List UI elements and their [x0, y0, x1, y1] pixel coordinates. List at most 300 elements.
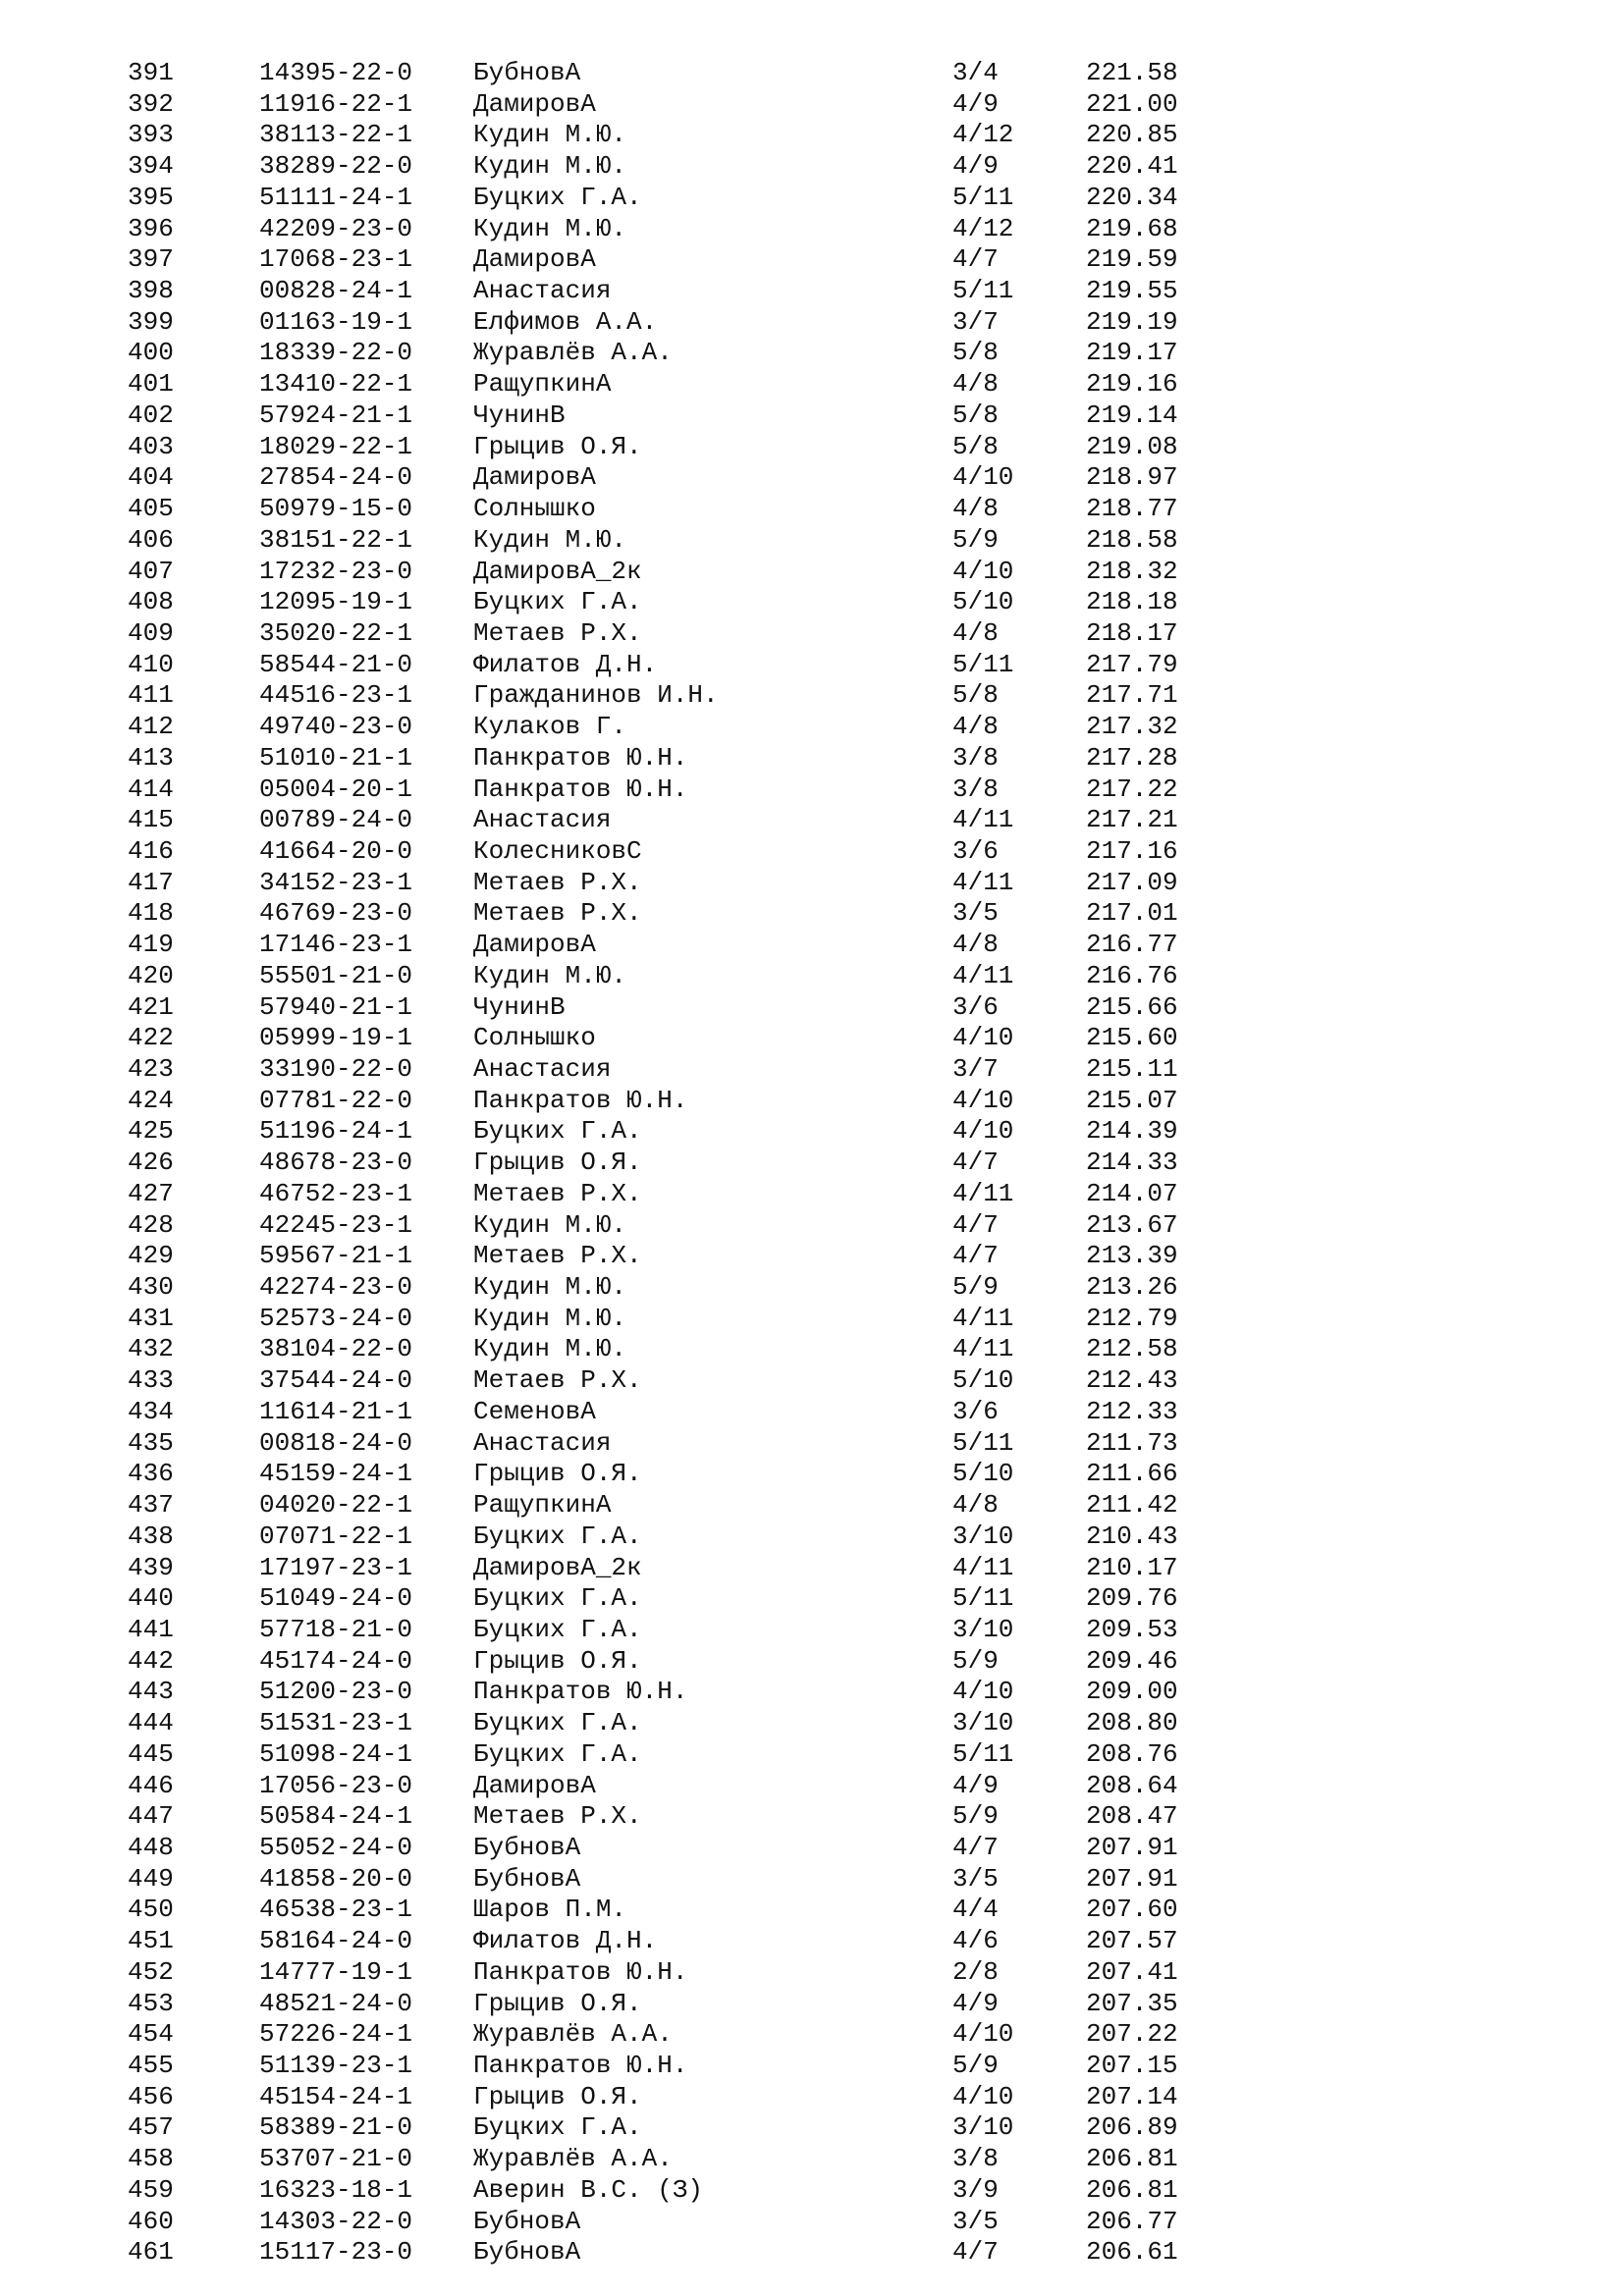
rank-cell: 449: [128, 1863, 174, 1894]
table-row: [0, 743, 1624, 774]
rank-cell: 453: [128, 1988, 174, 2018]
score-cell: 207.91: [1086, 1832, 1178, 1862]
owner-name-cell: Филатов Д.Н.: [473, 1926, 658, 1956]
score-cell: 210.17: [1086, 1552, 1178, 1582]
code-cell: 52573-24-0: [259, 1303, 413, 1333]
rank-cell: 409: [128, 617, 174, 648]
owner-name-cell: Елфимов А.А.: [473, 306, 658, 337]
table-row: [0, 587, 1624, 618]
score-cell: 219.08: [1086, 431, 1178, 461]
owner-name-cell: БубновА: [473, 2206, 581, 2236]
score-cell: 217.22: [1086, 774, 1178, 804]
table-row: [0, 1365, 1624, 1397]
code-cell: 48521-24-0: [259, 1988, 413, 2018]
rank-cell: 397: [128, 244, 174, 275]
owner-name-cell: Грыцив О.Я.: [473, 2081, 642, 2111]
code-cell: 11614-21-1: [259, 1396, 413, 1426]
owner-name-cell: Кудин М.Ю.: [473, 120, 627, 150]
score-cell: 213.67: [1086, 1209, 1178, 1240]
table-row: [0, 462, 1624, 494]
ratio-cell: 4/11: [952, 1178, 1014, 1208]
code-cell: 00828-24-1: [259, 276, 413, 306]
table-row: [0, 1086, 1624, 1117]
owner-name-cell: Анастасия: [473, 1427, 612, 1458]
ratio-cell: 4/10: [952, 1023, 1014, 1053]
table-row: [0, 494, 1624, 525]
score-cell: 217.21: [1086, 805, 1178, 835]
ratio-cell: 4/7: [952, 2237, 999, 2268]
rank-cell: 402: [128, 400, 174, 430]
ratio-cell: 4/11: [952, 1334, 1014, 1364]
code-cell: 53707-21-0: [259, 2144, 413, 2174]
rank-cell: 395: [128, 182, 174, 212]
owner-name-cell: Анастасия: [473, 1054, 612, 1084]
score-cell: 206.61: [1086, 2237, 1178, 2268]
ratio-cell: 3/7: [952, 1054, 999, 1084]
table-row: [0, 1023, 1624, 1054]
owner-name-cell: Филатов Д.Н.: [473, 649, 658, 679]
code-cell: 07071-22-1: [259, 1521, 413, 1551]
table-row: [0, 557, 1624, 588]
rank-cell: 445: [128, 1738, 174, 1769]
ratio-cell: 3/5: [952, 898, 999, 929]
ratio-cell: 4/8: [952, 617, 999, 648]
ratio-cell: 5/8: [952, 680, 999, 711]
table-row: [0, 2237, 1624, 2269]
owner-name-cell: ДамировА: [473, 88, 596, 119]
ratio-cell: 5/10: [952, 1459, 1014, 1489]
score-cell: 207.22: [1086, 2019, 1178, 2050]
owner-name-cell: Кулаков Г.: [473, 712, 627, 742]
table-row: [0, 1864, 1624, 1896]
rank-cell: 432: [128, 1334, 174, 1364]
owner-name-cell: Кудин М.Ю.: [473, 213, 627, 243]
owner-name-cell: Анастасия: [473, 805, 612, 835]
score-cell: 217.01: [1086, 898, 1178, 929]
code-cell: 01163-19-1: [259, 306, 413, 337]
ratio-cell: 4/11: [952, 960, 1014, 990]
code-cell: 15117-23-0: [259, 2237, 413, 2268]
ratio-cell: 4/10: [952, 2081, 1014, 2111]
table-row: [0, 89, 1624, 121]
table-row: [0, 1957, 1624, 1989]
ratio-cell: 5/9: [952, 1272, 999, 1303]
score-cell: 221.58: [1086, 58, 1178, 87]
ratio-cell: 3/6: [952, 991, 999, 1022]
rank-cell: 416: [128, 835, 174, 866]
code-cell: 17232-23-0: [259, 556, 413, 586]
score-cell: 214.39: [1086, 1116, 1178, 1147]
score-cell: 218.17: [1086, 617, 1178, 648]
table-row: [0, 1490, 1624, 1522]
rank-cell: 420: [128, 960, 174, 990]
score-cell: 220.85: [1086, 120, 1178, 150]
table-row: [0, 2051, 1624, 2082]
owner-name-cell: Буцких Г.А.: [473, 1708, 642, 1738]
ratio-cell: 3/7: [952, 306, 999, 337]
owner-name-cell: Кудин М.Ю.: [473, 524, 627, 555]
code-cell: 51010-21-1: [259, 742, 413, 773]
rank-cell: 405: [128, 494, 174, 524]
code-cell: 46769-23-0: [259, 898, 413, 929]
table-row: [0, 1304, 1624, 1335]
code-cell: 17068-23-1: [259, 244, 413, 275]
code-cell: 38151-22-1: [259, 524, 413, 555]
ratio-cell: 4/8: [952, 494, 999, 524]
ratio-cell: 4/9: [952, 1988, 999, 2018]
code-cell: 51200-23-0: [259, 1677, 413, 1707]
ratio-cell: 4/10: [952, 1085, 1014, 1115]
rank-cell: 428: [128, 1209, 174, 1240]
code-cell: 41664-20-0: [259, 835, 413, 866]
owner-name-cell: Грыцив О.Я.: [473, 431, 642, 461]
owner-name-cell: Буцких Г.А.: [473, 1116, 642, 1147]
score-cell: 206.77: [1086, 2206, 1178, 2236]
table-row: [0, 1179, 1624, 1210]
score-cell: 221.00: [1086, 88, 1178, 119]
table-row: [0, 2207, 1624, 2238]
results-table: [0, 58, 1624, 2269]
code-cell: 51139-23-1: [259, 2051, 413, 2080]
ratio-cell: 4/9: [952, 1770, 999, 1800]
rank-cell: 451: [128, 1926, 174, 1956]
rank-cell: 404: [128, 462, 174, 493]
rank-cell: 393: [128, 120, 174, 150]
score-cell: 209.46: [1086, 1645, 1178, 1676]
ratio-cell: 4/11: [952, 1552, 1014, 1582]
code-cell: 51196-24-1: [259, 1116, 413, 1147]
code-cell: 51049-24-0: [259, 1583, 413, 1614]
ratio-cell: 3/6: [952, 835, 999, 866]
table-row: [0, 2175, 1624, 2207]
ratio-cell: 3/10: [952, 1521, 1014, 1551]
code-cell: 11916-22-1: [259, 88, 413, 119]
rank-cell: 415: [128, 805, 174, 835]
code-cell: 48678-23-0: [259, 1148, 413, 1178]
ratio-cell: 4/7: [952, 244, 999, 275]
table-row: [0, 1116, 1624, 1148]
owner-name-cell: Метаев Р.Х.: [473, 617, 642, 648]
code-cell: 49740-23-0: [259, 712, 413, 742]
owner-name-cell: ДамировА: [473, 462, 596, 493]
table-row: [0, 338, 1624, 369]
owner-name-cell: ЧунинВ: [473, 991, 566, 1022]
ratio-cell: 4/9: [952, 151, 999, 182]
score-cell: 217.09: [1086, 867, 1178, 897]
score-cell: 214.33: [1086, 1148, 1178, 1178]
ratio-cell: 5/9: [952, 1801, 999, 1832]
code-cell: 14395-22-0: [259, 58, 413, 87]
owner-name-cell: Кудин М.Ю.: [473, 960, 627, 990]
rank-cell: 410: [128, 649, 174, 679]
table-row: [0, 650, 1624, 681]
owner-name-cell: СеменовА: [473, 1396, 596, 1426]
ratio-cell: 4/7: [952, 1832, 999, 1862]
code-cell: 42274-23-0: [259, 1272, 413, 1303]
code-cell: 38113-22-1: [259, 120, 413, 150]
score-cell: 219.59: [1086, 244, 1178, 275]
owner-name-cell: Панкратов Ю.Н.: [473, 1956, 688, 1987]
rank-cell: 441: [128, 1614, 174, 1644]
rank-cell: 418: [128, 898, 174, 929]
owner-name-cell: Метаев Р.Х.: [473, 898, 642, 929]
rank-cell: 424: [128, 1085, 174, 1115]
ratio-cell: 4/12: [952, 120, 1014, 150]
code-cell: 51111-24-1: [259, 182, 413, 212]
rank-cell: 452: [128, 1956, 174, 1987]
code-cell: 50584-24-1: [259, 1801, 413, 1832]
ratio-cell: 4/6: [952, 1926, 999, 1956]
score-cell: 207.41: [1086, 1956, 1178, 1987]
table-row: [0, 868, 1624, 899]
score-cell: 218.77: [1086, 494, 1178, 524]
code-cell: 33190-22-0: [259, 1054, 413, 1084]
code-cell: 58164-24-0: [259, 1926, 413, 1956]
score-cell: 219.55: [1086, 276, 1178, 306]
rank-cell: 435: [128, 1427, 174, 1458]
score-cell: 217.79: [1086, 649, 1178, 679]
ratio-cell: 4/8: [952, 1490, 999, 1521]
code-cell: 18029-22-1: [259, 431, 413, 461]
rank-cell: 430: [128, 1272, 174, 1303]
score-cell: 217.16: [1086, 835, 1178, 866]
rank-cell: 392: [128, 88, 174, 119]
rank-cell: 443: [128, 1677, 174, 1707]
score-cell: 212.79: [1086, 1303, 1178, 1333]
table-row: [0, 930, 1624, 961]
rank-cell: 394: [128, 151, 174, 182]
owner-name-cell: Кудин М.Ю.: [473, 1272, 627, 1303]
rank-cell: 457: [128, 2112, 174, 2143]
table-row: [0, 1241, 1624, 1272]
rank-cell: 446: [128, 1770, 174, 1800]
ratio-cell: 3/5: [952, 1863, 999, 1894]
owner-name-cell: ДамировА_2к: [473, 556, 642, 586]
rank-cell: 412: [128, 712, 174, 742]
rank-cell: 429: [128, 1241, 174, 1271]
score-cell: 206.81: [1086, 2144, 1178, 2174]
ratio-cell: 4/7: [952, 1209, 999, 1240]
owner-name-cell: Панкратов Ю.Н.: [473, 774, 688, 804]
score-cell: 218.58: [1086, 524, 1178, 555]
table-row: [0, 400, 1624, 432]
table-row: [0, 1397, 1624, 1428]
code-cell: 17197-23-1: [259, 1552, 413, 1582]
table-row: [0, 1926, 1624, 1957]
code-cell: 05999-19-1: [259, 1023, 413, 1053]
table-row: [0, 1334, 1624, 1365]
score-cell: 213.39: [1086, 1241, 1178, 1271]
owner-name-cell: Солнышко: [473, 1023, 596, 1053]
score-cell: 212.33: [1086, 1396, 1178, 1426]
owner-name-cell: Аверин В.С. (З): [473, 2174, 704, 2205]
owner-name-cell: РащупкинА: [473, 369, 612, 400]
owner-name-cell: ДамировА: [473, 1770, 596, 1800]
ratio-cell: 2/8: [952, 1956, 999, 1987]
code-cell: 41858-20-0: [259, 1863, 413, 1894]
owner-name-cell: Анастасия: [473, 276, 612, 306]
table-row: [0, 1428, 1624, 1460]
rank-cell: 460: [128, 2206, 174, 2236]
code-cell: 12095-19-1: [259, 587, 413, 617]
ratio-cell: 4/8: [952, 930, 999, 960]
ratio-cell: 5/8: [952, 400, 999, 430]
rank-cell: 422: [128, 1023, 174, 1053]
score-cell: 219.14: [1086, 400, 1178, 430]
ratio-cell: 5/11: [952, 1738, 1014, 1769]
table-row: [0, 1054, 1624, 1086]
code-cell: 44516-23-1: [259, 680, 413, 711]
score-cell: 213.26: [1086, 1272, 1178, 1303]
rank-cell: 433: [128, 1365, 174, 1396]
table-row: [0, 1739, 1624, 1771]
owner-name-cell: Шаров П.М.: [473, 1895, 627, 1925]
rank-cell: 419: [128, 930, 174, 960]
score-cell: 215.66: [1086, 991, 1178, 1022]
code-cell: 13410-22-1: [259, 369, 413, 400]
score-cell: 207.57: [1086, 1926, 1178, 1956]
owner-name-cell: Журавлёв А.А.: [473, 338, 673, 368]
rank-cell: 456: [128, 2081, 174, 2111]
score-cell: 219.17: [1086, 338, 1178, 368]
ratio-cell: 4/11: [952, 867, 1014, 897]
ratio-cell: 3/8: [952, 774, 999, 804]
score-cell: 212.58: [1086, 1334, 1178, 1364]
rank-cell: 427: [128, 1178, 174, 1208]
ratio-cell: 3/6: [952, 1396, 999, 1426]
table-row: [0, 58, 1624, 89]
owner-name-cell: ЧунинВ: [473, 400, 566, 430]
table-row: [0, 183, 1624, 214]
table-row: [0, 1771, 1624, 1802]
rank-cell: 442: [128, 1645, 174, 1676]
score-cell: 217.71: [1086, 680, 1178, 711]
code-cell: 35020-22-1: [259, 617, 413, 648]
rank-cell: 450: [128, 1895, 174, 1925]
rank-cell: 459: [128, 2174, 174, 2205]
ratio-cell: 5/9: [952, 1645, 999, 1676]
ratio-cell: 3/4: [952, 58, 999, 87]
rank-cell: 437: [128, 1490, 174, 1521]
ratio-cell: 3/9: [952, 2174, 999, 2205]
ratio-cell: 5/11: [952, 1427, 1014, 1458]
table-row: [0, 1677, 1624, 1708]
owner-name-cell: Панкратов Ю.Н.: [473, 2051, 688, 2080]
owner-name-cell: РащупкинА: [473, 1490, 612, 1521]
code-cell: 42209-23-0: [259, 213, 413, 243]
table-row: [0, 1459, 1624, 1490]
score-cell: 208.76: [1086, 1738, 1178, 1769]
score-cell: 219.68: [1086, 213, 1178, 243]
table-row: [0, 898, 1624, 930]
owner-name-cell: Буцких Г.А.: [473, 2112, 642, 2143]
table-row: [0, 1272, 1624, 1304]
ratio-cell: 4/7: [952, 1241, 999, 1271]
code-cell: 00818-24-0: [259, 1427, 413, 1458]
table-row: [0, 992, 1624, 1024]
score-cell: 206.81: [1086, 2174, 1178, 2205]
ratio-cell: 4/12: [952, 213, 1014, 243]
score-cell: 219.19: [1086, 306, 1178, 337]
table-row: [0, 2019, 1624, 2051]
ratio-cell: 4/10: [952, 1116, 1014, 1147]
owner-name-cell: Буцких Г.А.: [473, 1583, 642, 1614]
score-cell: 210.43: [1086, 1521, 1178, 1551]
owner-name-cell: Метаев Р.Х.: [473, 1365, 642, 1396]
owner-name-cell: Журавлёв А.А.: [473, 2144, 673, 2174]
score-cell: 207.35: [1086, 1988, 1178, 2018]
rank-cell: 407: [128, 556, 174, 586]
ratio-cell: 4/8: [952, 369, 999, 400]
ratio-cell: 5/11: [952, 276, 1014, 306]
rank-cell: 438: [128, 1521, 174, 1551]
rank-cell: 391: [128, 58, 174, 87]
table-row: [0, 1833, 1624, 1864]
rank-cell: 431: [128, 1303, 174, 1333]
ratio-cell: 5/8: [952, 431, 999, 461]
ratio-cell: 3/8: [952, 742, 999, 773]
code-cell: 57940-21-1: [259, 991, 413, 1022]
owner-name-cell: Буцких Г.А.: [473, 1614, 642, 1644]
table-row: [0, 1646, 1624, 1678]
code-cell: 45159-24-1: [259, 1459, 413, 1489]
table-row: [0, 2082, 1624, 2113]
owner-name-cell: Буцких Г.А.: [473, 587, 642, 617]
owner-name-cell: Кудин М.Ю.: [473, 1334, 627, 1364]
rank-cell: 406: [128, 524, 174, 555]
score-cell: 208.64: [1086, 1770, 1178, 1800]
ratio-cell: 4/11: [952, 1303, 1014, 1333]
score-cell: 220.34: [1086, 182, 1178, 212]
score-cell: 217.32: [1086, 712, 1178, 742]
code-cell: 05004-20-1: [259, 774, 413, 804]
ratio-cell: 3/8: [952, 2144, 999, 2174]
ratio-cell: 4/10: [952, 556, 1014, 586]
score-cell: 219.16: [1086, 369, 1178, 400]
code-cell: 17056-23-0: [259, 1770, 413, 1800]
owner-name-cell: БубновА: [473, 1832, 581, 1862]
owner-name-cell: Кудин М.Ю.: [473, 1209, 627, 1240]
score-cell: 209.76: [1086, 1583, 1178, 1614]
owner-name-cell: Журавлёв А.А.: [473, 2019, 673, 2050]
table-row: [0, 805, 1624, 836]
rank-cell: 414: [128, 774, 174, 804]
rank-cell: 455: [128, 2051, 174, 2080]
owner-name-cell: Грыцив О.Я.: [473, 1459, 642, 1489]
owner-name-cell: Буцких Г.А.: [473, 182, 642, 212]
code-cell: 46752-23-1: [259, 1178, 413, 1208]
owner-name-cell: КолесниковС: [473, 835, 642, 866]
code-cell: 55501-21-0: [259, 960, 413, 990]
ratio-cell: 5/10: [952, 587, 1014, 617]
score-cell: 208.80: [1086, 1708, 1178, 1738]
owner-name-cell: Панкратов Ю.Н.: [473, 1677, 688, 1707]
owner-name-cell: БубновА: [473, 1863, 581, 1894]
score-cell: 215.11: [1086, 1054, 1178, 1084]
ratio-cell: 4/8: [952, 712, 999, 742]
ratio-cell: 3/10: [952, 2112, 1014, 2143]
ratio-cell: 4/10: [952, 2019, 1014, 2050]
ratio-cell: 3/5: [952, 2206, 999, 2236]
ratio-cell: 4/11: [952, 805, 1014, 835]
rank-cell: 399: [128, 306, 174, 337]
code-cell: 57924-21-1: [259, 400, 413, 430]
code-cell: 37544-24-0: [259, 1365, 413, 1396]
score-cell: 211.73: [1086, 1427, 1178, 1458]
score-cell: 209.53: [1086, 1614, 1178, 1644]
score-cell: 216.77: [1086, 930, 1178, 960]
ratio-cell: 4/9: [952, 88, 999, 119]
